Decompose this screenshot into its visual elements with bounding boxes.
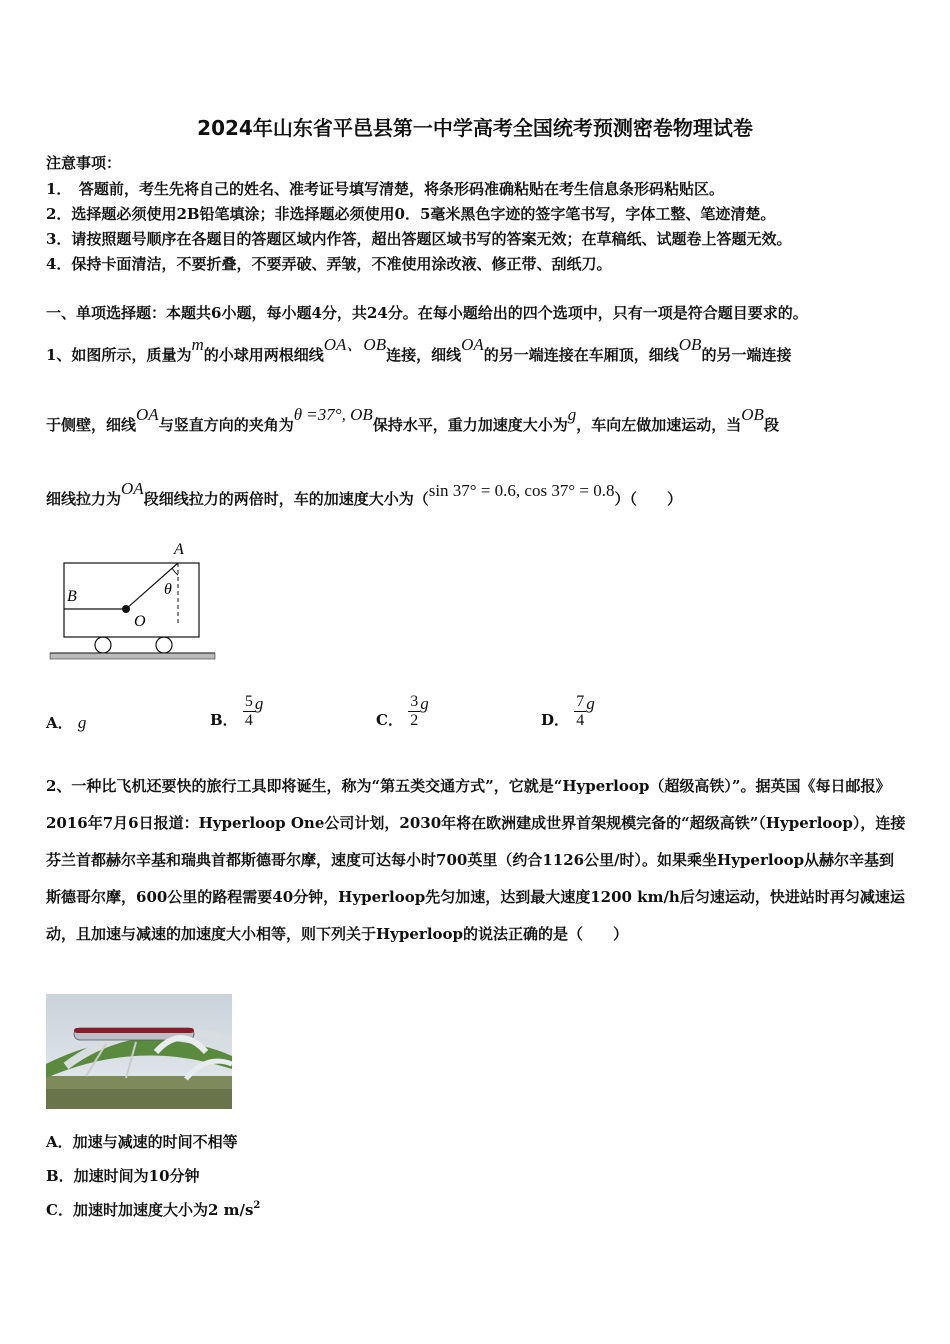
notice-heading: 注意事项： <box>46 154 122 172</box>
q1-option-a[interactable] <box>46 712 86 733</box>
notice-item-2: 2．选择题必须使用2B铅笔填涂；非选择题必须使用0．5毫米黑色字迹的签字笔书写，字体工整、笔迹清楚。 <box>46 205 776 223</box>
label-theta: θ <box>164 581 172 598</box>
option-fraction: $\frac{7}{4}$ <box>576 693 585 729</box>
q1-option-b[interactable] <box>210 693 263 730</box>
option-value: g <box>254 693 264 713</box>
q1-trig-formula: sin 37° = 0.6, cos 37° = 0.8 <box>428 481 615 500</box>
q1-var-oaob: OA、OB <box>323 335 387 354</box>
ground <box>50 653 215 659</box>
option-superscript: 2 <box>253 1200 261 1211</box>
q1-var-g: g <box>567 405 577 424</box>
q1-var-m: m <box>191 335 204 354</box>
q1-var-oa: OA <box>121 479 144 498</box>
question-1-line-1 <box>46 335 792 365</box>
question-1-line-2 <box>46 405 779 435</box>
wheel-left <box>95 637 111 653</box>
q2-option-a[interactable]: A．加速与减速的时间不相等 <box>46 1133 238 1151</box>
option-label: A． <box>46 714 73 732</box>
label-o: O <box>134 613 146 630</box>
label-a: A <box>174 541 184 558</box>
question-1-line-3 <box>46 479 682 509</box>
q1-text: 细线拉力为 <box>46 490 122 508</box>
q1-text: 的另一端连接在车厢顶，细线 <box>483 346 679 364</box>
q1-text: 段细线拉力的两倍时，车的加速度大小为（ <box>143 490 429 508</box>
notice-item-3: 3．请按照题号顺序在各题目的答题区域内作答，超出答题区域书写的答案无效；在草稿纸、试题卷上答题无效。 <box>46 230 792 248</box>
q2-option-b[interactable]: B．加速时间为10分钟 <box>46 1167 200 1185</box>
option-fraction: $\frac{5}{4}$ <box>244 693 253 729</box>
notice-item-4: 4．保持卡面清洁，不要折叠，不要弄破、弄皱，不准使用涂改液、修正带、刮纸刀。 <box>46 255 612 273</box>
option-value: g <box>77 713 87 732</box>
cart-diagram <box>48 536 223 666</box>
q1-text: 于侧壁，细线 <box>46 416 137 434</box>
option-label: C． <box>376 710 403 729</box>
q1-text: 保持水平，重力加速度大小为 <box>372 416 568 434</box>
angle-arc <box>172 568 178 575</box>
option-label: D． <box>541 710 570 729</box>
cart-body <box>64 563 199 637</box>
q1-var-oa: OA <box>461 335 484 354</box>
notice-item-1: 1． 答题前，考生先将自己的姓名、准考证号填写清楚，将条形码准确粘贴在考生信息条形码粘贴区。 <box>46 180 724 198</box>
hyperloop-photo <box>46 994 232 1109</box>
q2-option-c[interactable] <box>46 1199 260 1220</box>
question-2-text: 2、一种比飞机还要快的旅行工具即将诞生，称为“第五类交通方式”，它就是“Hyperloop（超级高铁）”。据英国《每日邮报》2016年7月6日报道：Hyperloop One公司计划，2030年将在欧洲建成世界首架规模完备的“超级高铁”（Hyperloop），连接芬兰首都赫尔辛基和瑞典首都斯德哥尔摩，速度可达每小时700英里（约合1126公里/时）。如果乘坐Hyperloop从赫尔辛基到斯德哥尔摩，600公里的路程需要40分钟，Hyperloop先匀加速，达到最大速度1200 km/h后匀速运动，快进站时再匀减速运动，且加速与减速的加速度大小相等，则下列关于Hyperloop的说法正确的是（ ） <box>46 777 906 943</box>
q1-text: 连接，细线 <box>386 346 462 364</box>
q1-text: 的另一端连接 <box>701 346 792 364</box>
option-value: g <box>420 693 429 713</box>
ball <box>122 605 130 613</box>
wheel-right <box>156 637 172 653</box>
q1-var-ob: OB <box>678 335 702 354</box>
q1-option-d[interactable] <box>541 693 595 730</box>
q1-text: 的小球用两根细线 <box>203 346 324 364</box>
q1-text: 与竖直方向的夹角为 <box>158 416 294 434</box>
option-text: C．加速时加速度大小为2 m/s <box>46 1201 254 1219</box>
option-value: g <box>586 693 595 713</box>
label-b: B <box>67 588 77 605</box>
section-heading: 一、单项选择题：本题共6小题，每小题4分，共24分。在每小题给出的四个选项中，只有一项是符合题目要求的。 <box>46 304 808 322</box>
q1-var-oa: OA <box>136 405 159 424</box>
q1-text: ）（ ） <box>614 490 682 508</box>
option-fraction: $\frac{3}{2}$ <box>410 693 419 729</box>
q1-text: 段 <box>763 416 779 434</box>
q1-var-ob: OB <box>741 405 764 424</box>
option-label: B． <box>210 710 238 729</box>
q1-text: 1、如图所示，质量为 <box>46 346 192 364</box>
q1-text: ，车向左做加速运动，当 <box>576 416 742 434</box>
q1-var-ob: , OB <box>341 405 373 424</box>
q1-option-c[interactable] <box>376 693 429 730</box>
q1-var-theta: θ =37° <box>293 405 342 424</box>
page-title: 2024年山东省平邑县第一中学高考全国统考预测密卷物理试卷 <box>197 116 753 140</box>
